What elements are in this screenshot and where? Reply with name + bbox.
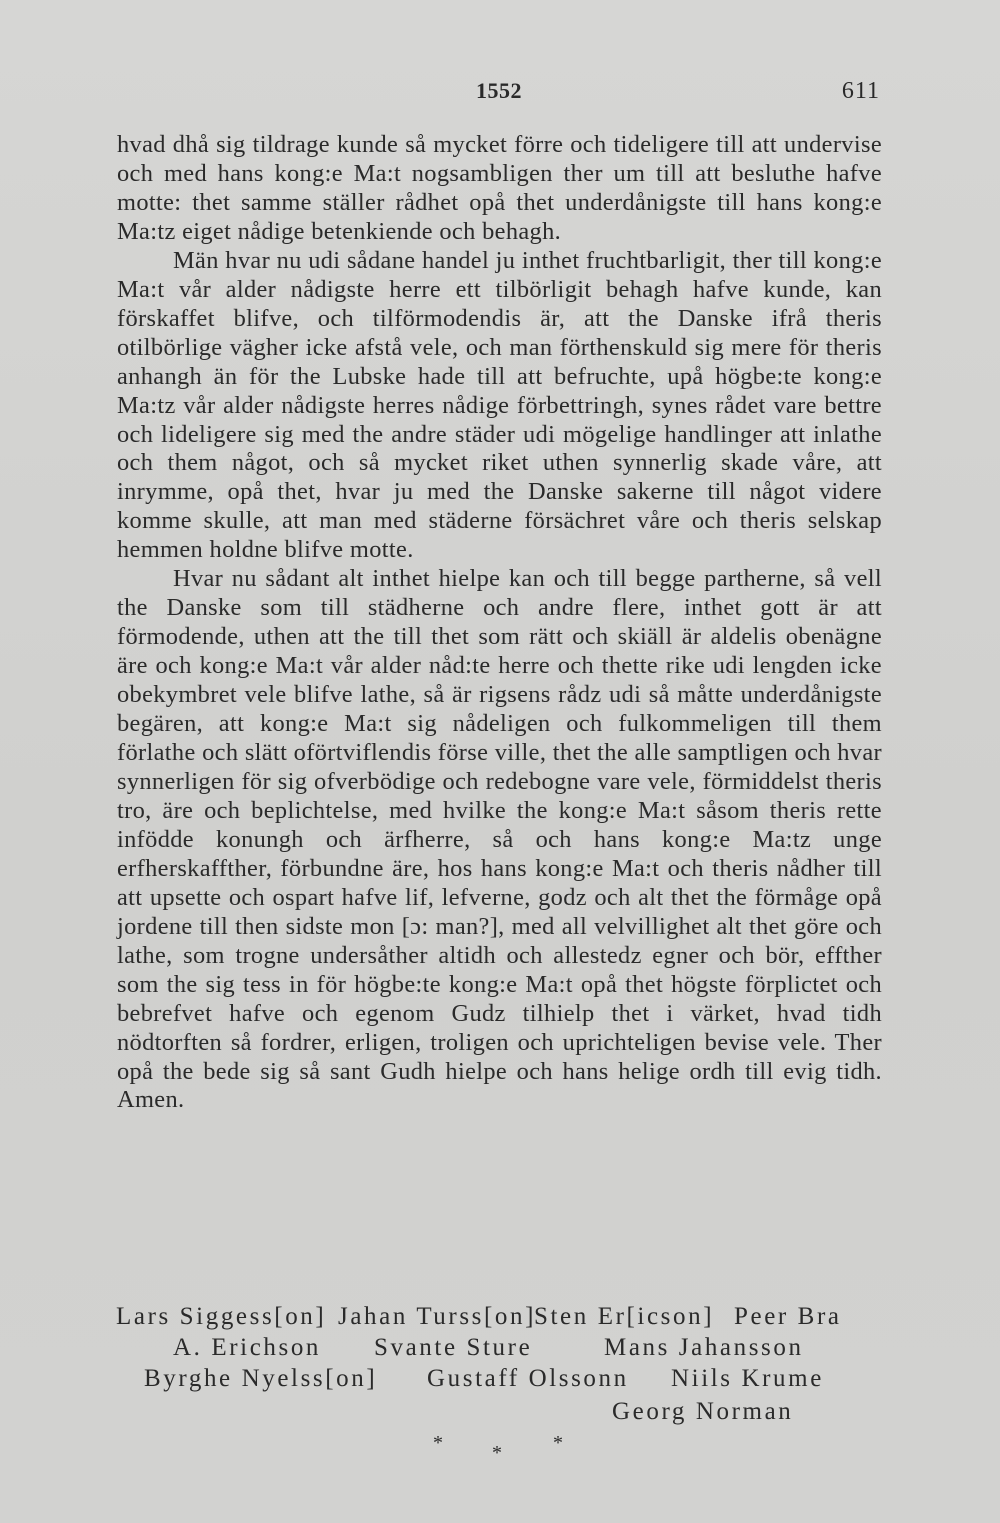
signature-name: Sten Er[icson]: [534, 1303, 715, 1330]
signature-line-2: [173, 1331, 804, 1364]
body-text: [117, 131, 882, 1115]
signature-name: Niils Krume: [671, 1365, 824, 1392]
asterisk: *: [553, 1432, 563, 1454]
paragraph-2: Män hvar nu udi sådane handel ju inthet fruchtbarligit, ther till kong:e Ma:t vår alder nådigste herre ett tilbörligit behagh hafve kunde, kan förskaffet blifve, och tilförmodendis är, att the Danske ifrå theris otilbörlige vägher icke afstå vele, och man förthenskuld sig mere för theris anhangh än för the Lubske hade till att befruchte, upå högbe:te kong:e Ma:tz vår alder nådigste herres nådige förbettringh, synes rådet vare bettre och lideligere sig med the andre städer udi mögelige handlinger att inlathe och them något, och så mycket riket uthen synnerlig skade våre, att inrymme, opå thet, hvar ju med the Danske sakerne till något videre komme skulle, att man med städerne försächret våre och theris selskap hemmen holdne blifve motte.: [117, 246, 882, 564]
asterisk: *: [492, 1442, 502, 1464]
signature-name: A. Erichson: [173, 1334, 322, 1361]
signature-name: Jahan Turss[on]: [338, 1303, 537, 1330]
signature-name: Byrghe Nyelss[on]: [144, 1365, 378, 1392]
running-head: [118, 78, 880, 112]
paragraph-1: hvad dhå sig tildrage kunde så mycket förre och tideligere till att undervise och med hans kong:e Ma:t nogsambligen ther um till att besluthe hafve motte: thet samme ställer rådhet opå thet underdånigste till hans kong:e Ma:tz eiget nådige betenkiende och behagh.: [117, 131, 882, 245]
year-heading: 1552: [476, 78, 522, 103]
signature-line-4: [612, 1395, 793, 1428]
signature-name: Svante Sture: [374, 1334, 533, 1361]
signature-line-1: [116, 1300, 842, 1333]
paragraph-3: Hvar nu sådant alt inthet hielpe kan och till begge partherne, så vell the Danske som till städherne och andre flere, inthet gott är att förmodende, uthen att the till thet som rätt och skiäll är aldelis obenägne äre och kong:e Ma:t vår alder nåd:te herre och thette rike udi lengden icke obekymbret vele blifve lathe, så är rigsens rådz udi så måtte underdånigste begären, att kong:e Ma:t sig nådeligen och fulkommeligen till them förlathe och slätt oförtviflendis förse ville, thet the alle samptligen och hvar synnerligen för sig ofverbödige och redebogne vare vele, förmiddelst theris tro, äre och beplichtelse, med hvilke the kong:e Ma:t såsom theris rette infödde konungh och ärfherre, så och hans kong:e Ma:tz unge erfherskaffther, förbundne äre, hos hans kong:e Ma:t och theris nådher till att upsette och ospart hafve lif, lefverne, godz och alt thet the förmåge opå jordene till then sidste mon [ɔ: man?], med all velvillighet alt thet göre och lathe, som trogne undersåther altidh och allestedz egner och bör, effther som the sig tess in för högbe:te kong:e Ma:t opå thet högste förplictet och bebrefvet hafve och egenom Gudz tilhielp thet i värket, hvad tidh nödtorften så fordrer, erligen, troligen och uprichteligen bevise vele. Ther opå the bede sig så sant Gudh hielpe och hans helige ordh till evig tidh. Amen.: [117, 565, 882, 1114]
signature-name: Georg Norman: [612, 1398, 794, 1425]
signature-name: Mans Jahansson: [604, 1334, 804, 1361]
asterisk: *: [433, 1432, 443, 1454]
signature-name: Peer Bra: [734, 1303, 842, 1330]
signature-name: Gustaff Olssonn: [427, 1365, 629, 1392]
asterism-ornament: [0, 1432, 1000, 1472]
signature-line-3: [144, 1362, 824, 1395]
signature-name: Lars Siggess[on]: [116, 1303, 327, 1330]
page-number: 611: [841, 78, 880, 104]
